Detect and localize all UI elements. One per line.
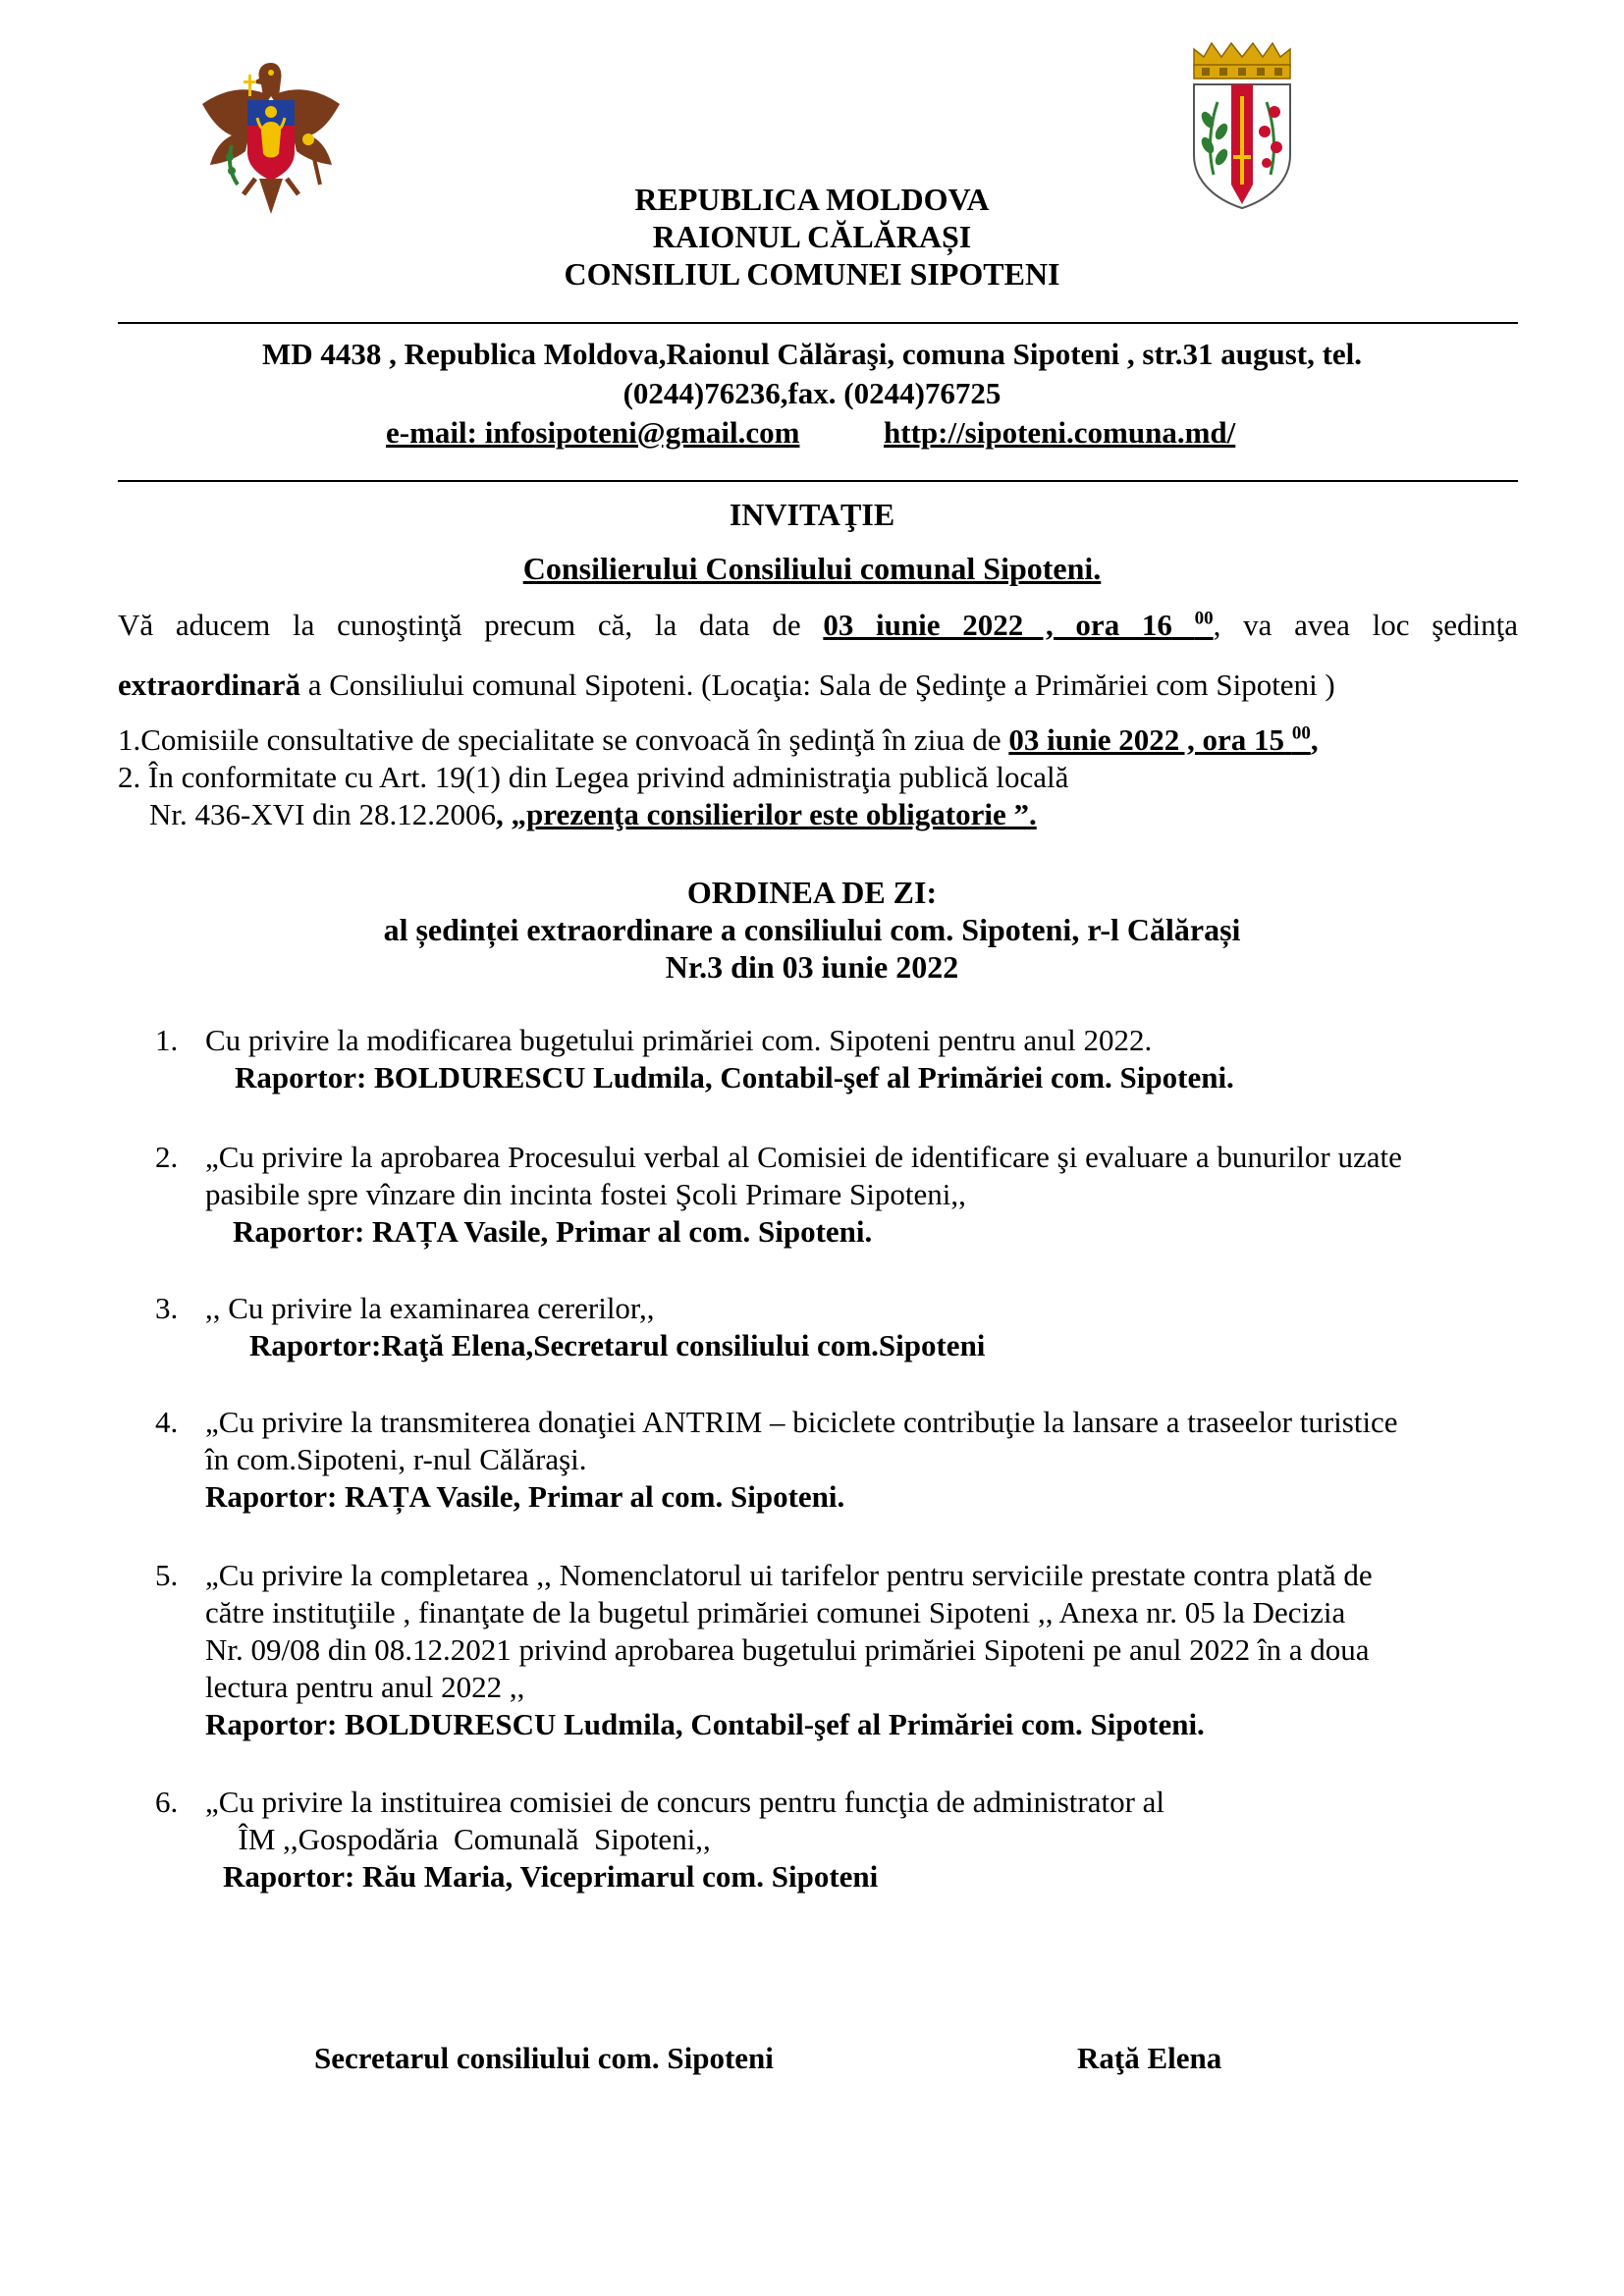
intro-line-3-prefix: 1.Comisiile consultative de specialitate se convoacă în şedinţă în ziua de <box>118 722 1009 757</box>
agenda-item-text: „Cu privire la transmiterea donaţiei ANTRIM – biciclete contribuţie la lansare a traseelor turistice <box>205 1405 1398 1439</box>
agenda-item-text: ,, Cu privire la examinarea cererilor,, <box>205 1291 655 1325</box>
agenda-item-text: „Cu privire la aprobarea Procesului verbal al Comisiei de identificare şi evaluare a bunurilor uzate <box>205 1140 1402 1174</box>
agenda-item-number: 2. <box>155 1140 179 1174</box>
agenda-item-number: 4. <box>155 1405 179 1439</box>
intro-line-4: 2. În conformitate cu Art. 19(1) din Legea privind administraţia publică locală <box>118 760 1069 794</box>
intro-line-1-prefix: Vă aducem la cunoştinţă precum că, la data de <box>118 608 824 642</box>
intro-line-5-end: . <box>1029 797 1037 831</box>
attendance-mandatory-text: „prezenţa consilierilor este obligatorie ” <box>511 797 1030 831</box>
meeting-date-text: 03 iunie 2022 , ora 16 <box>823 608 1172 642</box>
address-line-2: (0244)76236,fax. (0244)76725 <box>623 376 1001 410</box>
meeting-hour-minutes: 00 <box>1194 608 1214 629</box>
agenda-item-raportor: Raportor: BOLDURESCU Ludmila, Contabil-şef al Primăriei com. Sipoteni. <box>205 1707 1205 1741</box>
agenda-item-text: pasibile spre vînzare din incinta fostei Şcoli Primare Sipoteni,, <box>205 1177 966 1211</box>
agenda-item-text: către instituţiile , finanţate de la bugetul primăriei comunei Sipoteni ,, Anexa nr. 05 la Decizia <box>205 1595 1346 1629</box>
signature-role: Secretarul consiliului com. Sipoteni <box>314 2041 774 2075</box>
intro-line-3 <box>118 721 1319 759</box>
website-link[interactable]: http://sipoteni.comuna.md/ <box>884 415 1236 450</box>
committee-date-text: 03 iunie 2022 , ora 15 <box>1008 722 1285 757</box>
agenda-item-text: Nr. 09/08 din 08.12.2021 privind aprobarea bugetului primăriei Sipoteni pe anul 2022 în a doua <box>205 1632 1370 1667</box>
agenda-item-text: Cu privire la modificarea bugetului primăriei com. Sipoteni pentru anul 2022. <box>205 1023 1153 1057</box>
address-line-1: MD 4438 , Republica Moldova,Raionul Călăraşi, comuna Sipoteni , str.31 august, tel. <box>261 337 1363 371</box>
law-reference: Nr. 436-XVI din 28.12.2006 <box>149 797 497 831</box>
committee-date-suffix: , <box>1310 722 1319 757</box>
email-link[interactable]: e-mail: infosipoteni@gmail.com <box>386 415 800 450</box>
header-divider-top <box>118 322 1518 324</box>
header-divider-bottom <box>118 480 1518 482</box>
agenda-item-raportor: Raportor: Rău Maria, Viceprimarul com. Sipoteni <box>223 1859 879 1894</box>
intro-line-2 <box>118 667 1335 704</box>
committee-hour-minutes: 00 <box>1291 722 1311 744</box>
agenda-item-raportor: Raportor: BOLDURESCU Ludmila, Contabil-şef al Primăriei com. Sipoteni. <box>235 1060 1234 1095</box>
agenda-item-raportor: Raportor:Raţă Elena,Secretarul consiliului com.Sipoteni <box>249 1328 986 1362</box>
agenda-item-raportor: Raportor: RAȚA Vasile, Primar al com. Sipoteni. <box>233 1214 873 1249</box>
agenda-subtitle: al ședinței extraordinare a consiliului com. Sipoteni, r-l Călărași <box>383 912 1241 947</box>
agenda-item-text: ÎM ,,Gospodăria Comunală Sipoteni,, <box>223 1822 711 1856</box>
agenda-item-number: 5. <box>155 1558 179 1592</box>
meeting-date <box>823 608 1213 642</box>
invitation-title: INVITAŢIE <box>729 497 895 532</box>
agenda-item-number: 3. <box>155 1291 179 1325</box>
agenda-item-raportor: Raportor: RAȚA Vasile, Primar al com. Sipoteni. <box>205 1479 845 1514</box>
intro-line-5 <box>149 796 1037 833</box>
attendance-mandatory <box>512 797 1037 831</box>
header-district: RAIONUL CĂLĂRAȘI <box>652 219 972 254</box>
agenda-item-text: „Cu privire la instituirea comisiei de concurs pentru funcţia de administrator al <box>205 1785 1165 1819</box>
intro-line-5-comma: , <box>496 797 512 831</box>
agenda-item-number: 6. <box>155 1785 179 1819</box>
meeting-type: extraordinară <box>118 667 300 702</box>
agenda-item-number: 1. <box>155 1023 179 1057</box>
agenda-number: Nr.3 din 03 iunie 2022 <box>665 949 959 985</box>
agenda-item-text: „Cu privire la completarea ,, Nomenclatorul ui tarifelor pentru serviciile prestate contra plată de <box>205 1558 1373 1592</box>
agenda-item-text: în com.Sipoteni, r-nul Călăraşi. <box>205 1442 587 1476</box>
committee-date <box>1008 722 1318 757</box>
intro-line-1-suffix: , va avea loc şedinţa <box>1213 608 1519 642</box>
header-council: CONSILIUL COMUNEI SIPOTENI <box>564 256 1060 292</box>
header-country: REPUBLICA MOLDOVA <box>634 182 990 217</box>
intro-line-1 <box>118 607 1518 644</box>
signature-name: Raţă Elena <box>1077 2041 1222 2075</box>
intro-line-2-rest: a Consiliului comunal Sipoteni. (Locaţia: Sala de Şedinţe a Primăriei com Sipoteni ) <box>299 667 1335 702</box>
invitation-subtitle: Consilierului Consiliului comunal Sipoteni. <box>522 551 1102 586</box>
agenda-item-text: lectura pentru anul 2022 ,, <box>205 1670 525 1704</box>
agenda-title: ORDINEA DE ZI: <box>686 875 938 910</box>
